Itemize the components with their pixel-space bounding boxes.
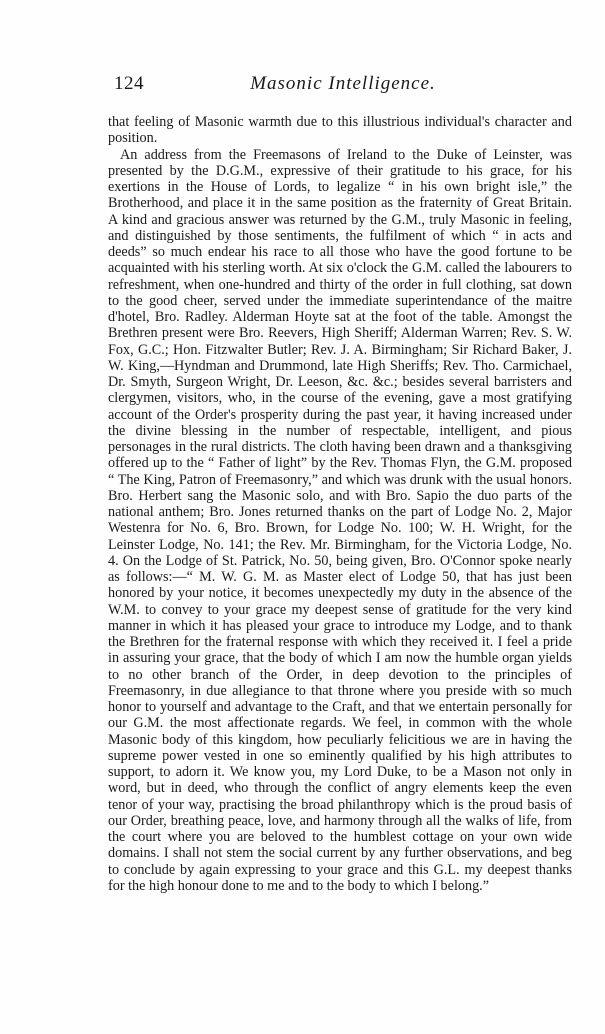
- paragraph-continued: that feeling of Masonic warmth due to this illustrious individual's character and position.: [108, 114, 572, 147]
- paragraph-address: An address from the Freemasons of Ireland to the Duke of Leinster, was presented by the D.G.M., expressive of their gratitude to his grace, for his exertions in the House of Lords, to legalize “ in his own bright isle,” the Brotherhood, and place it in the same position as the fraternity of Great Britain. A kind and gracious answer was returned by the G.M., truly Masonic in feeling, and distinguished by those sentiments, the fulfilment of which “ in acts and deeds” so much endear his race to all those who have the good fortune to be acquainted with his sterling worth. At six o'clock the G.M. called the labourers to refreshment, when one-hundred and thirty of the order in full clothing, sat down to the good cheer, served under the immediate superintendance of the maitre d'hotel, Bro. Radley. Alderman Hoyte sat at the foot of the table. Amongst the Brethren present were Bro. Reevers, High Sheriff; Alderman Warren; Rev. S. W. Fox, G.C.; Hon. Fitzwalter Butler; Rev. J. A. Birmingham; Sir Richard Baker, J. W. King,—Hyndman and Drummond, late High Sheriffs; Rev. Tho. Carmichael, Dr. Smyth, Surgeon Wright, Dr. Leeson, &c. &c.; besides several barristers and clergymen, visitors, who, in the course of the evening, gave a most gratifying account of the Order's prosperity during the past year, it having increased under the divine blessing in the number of respectable, intelligent, and pious personages in the rural districts. The cloth having been drawn and a thanksgiving offered up to the “ Father of light” by the Rev. Thomas Flyn, the G.M. proposed “ The King, Patron of Freemasonry,” and which was drunk with the usual honors. Bro. Herbert sang the Masonic solo, and with Bro. Sapio the duo parts of the national anthem; Bro. Jones returned thanks on the part of Lodge No. 2, Major Westenra for No. 6, Bro. Brown, for Lodge No. 100; W. H. Wright, for the Leinster Lodge, No. 141; the Rev. Mr. Birmingham, for the Victoria Lodge, No. 4. On the Lodge of St. Patrick, No. 50, being given, Bro. O'Connor spoke nearly as follows:—“ M. W. G. M. as Master elect of Lodge 50, that has just been honored by your notice, it becomes unexpectedly my duty in the absence of the W.M. to convey to your grace my deepest sense of gratitude for the very kind manner in which it has pleased your grace to introduce my Lodge, and to thank the Brethren for the fraternal response with which they received it. I feel a pride in assuring your grace, that the body of which I am now the humble organ yields to no other branch of the Order, in deep devotion to the principles of Freemasonry, in due allegiance to that throne where you preside with so much honor to yourself and advantage to the Craft, and that we entertain personally for our G.M. the most affectionate regards. We feel, in common with the whole Masonic body of this kingdom, how peculiarly felicitious we are in having the supreme power vested in one so eminently qualified by his high attributes to support, to adorn it. We know you, my Lord Duke, to be a Mason not only in word, but in deed, who through the conflict of angry elements keep the even tenor of your way, practising the broad philanthropy which is the proud basis of our Order, breathing peace, love, and harmony through all the walks of life, from the court where you are beloved to the humblest cottage on your own wide domains. I shall not stem the social current by any further observations, and beg to conclude by again expressing to your grace and this G.L. my deepest thanks for the high honour done to me and to the body to which I belong.”: [108, 146, 572, 894]
- body-text: [108, 114, 572, 894]
- page-number: 124: [114, 73, 144, 94]
- running-head: [108, 73, 578, 97]
- running-title: Masonic Intelligence.: [250, 73, 436, 94]
